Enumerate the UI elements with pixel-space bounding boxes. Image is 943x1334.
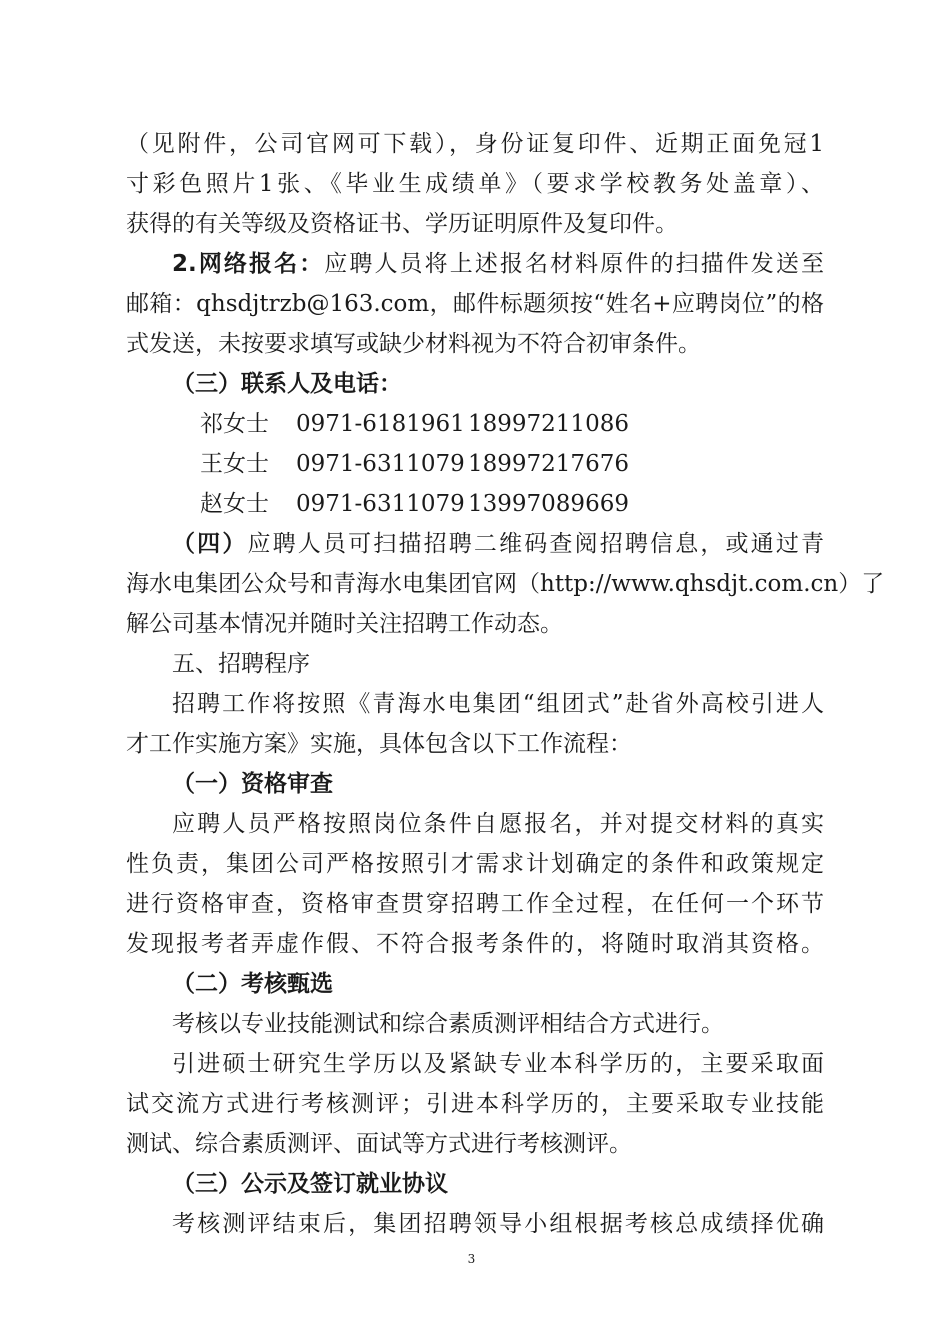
body-text: 发现报考者弄虚作假、不符合报考条件的，将随时取消其资格。 <box>126 931 824 957</box>
body-text: 应聘人员可扫描招聘二维码查阅招聘信息，或通过青 <box>247 531 825 557</box>
contact-mobile: 18997217676 <box>468 451 629 477</box>
body-text: 才工作实施方案》实施，具体包含以下工作流程： <box>126 731 632 757</box>
body-text: 招聘工作将按照《青海水电集团“组团式”赴省外高校引进人 <box>172 691 824 717</box>
heading-text: 五、招聘程序 <box>172 651 310 677</box>
text-line <box>126 724 824 764</box>
text-line <box>126 244 824 284</box>
text-line <box>126 884 824 924</box>
text-line <box>126 684 824 724</box>
body-text: 寸彩色照片1张、《毕业生成绩单》（要求学校教务处盖章）、 <box>126 171 824 197</box>
text-line <box>126 364 824 404</box>
text-line <box>126 564 885 604</box>
heading-text: 2.网络报名： <box>172 251 325 277</box>
heading-text: （二）考核甄选 <box>172 971 333 997</box>
text-line <box>126 804 824 844</box>
heading-text: （三）公示及签订就业协议 <box>172 1171 448 1197</box>
body-text: 考核测评结束后，集团招聘领导小组根据考核总成绩择优确 <box>172 1211 824 1237</box>
text-line <box>126 1084 824 1124</box>
contact-row <box>126 404 824 444</box>
text-line <box>126 1044 824 1084</box>
body-text: 测试、综合素质测评、面试等方式进行考核测评。 <box>126 1131 632 1157</box>
text-line <box>126 844 824 884</box>
text-line <box>126 324 824 364</box>
heading-text: （四） <box>172 531 248 557</box>
contact-row <box>126 484 824 524</box>
text-line <box>126 524 824 564</box>
heading-text: （三）联系人及电话： <box>172 371 402 397</box>
body-text: 试交流方式进行考核测评；引进本科学历的，主要采取专业技能 <box>126 1091 824 1117</box>
body-text: 应聘人员严格按照岗位条件自愿报名，并对提交材料的真实 <box>172 811 824 837</box>
contact-phone: 0971-6311079 <box>296 451 465 477</box>
body-text: 获得的有关等级及资格证书、学历证明原件及复印件。 <box>126 211 678 237</box>
body-text: 性负责，集团公司严格按照引才需求计划确定的条件和政策规定 <box>126 851 824 877</box>
body-text: 邮箱：qhsdjtrzb@163.com，邮件标题须按“姓名+应聘岗位”的格 <box>126 291 824 317</box>
page-number: 3 <box>467 1252 476 1266</box>
contact-name: 王女士 <box>200 451 269 477</box>
contact-mobile: 13997089669 <box>468 491 629 517</box>
heading-text: （一）资格审查 <box>172 771 333 797</box>
text-line <box>126 1004 824 1044</box>
body-text: 解公司基本情况并随时关注招聘工作动态。 <box>126 611 563 637</box>
contact-mobile: 18997211086 <box>468 411 629 437</box>
text-line <box>126 964 824 1004</box>
body-text: 应聘人员将上述报名材料原件的扫描件发送至 <box>324 251 824 277</box>
text-line <box>126 284 824 324</box>
text-line <box>126 604 824 644</box>
text-line <box>126 124 824 164</box>
contact-phone: 0971-6181961 <box>296 411 465 437</box>
body-text: 引进硕士研究生学历以及紧缺专业本科学历的，主要采取面 <box>172 1051 824 1077</box>
text-line <box>126 1204 824 1244</box>
contact-name: 赵女士 <box>200 491 269 517</box>
contact-row <box>126 444 824 484</box>
body-text: （见附件，公司官网可下载），身份证复印件、近期正面免冠1 <box>126 131 824 157</box>
body-text: 海水电集团公众号和青海水电集团官网（http://www.qhsdjt.com.cn）了 <box>126 571 885 597</box>
text-line <box>126 1124 824 1164</box>
text-line <box>126 204 824 244</box>
contact-phone: 0971-6311079 <box>296 491 465 517</box>
text-line <box>126 164 824 204</box>
body-text: 进行资格审查，资格审查贯穿招聘工作全过程，在任何一个环节 <box>126 891 824 917</box>
text-line <box>126 644 824 684</box>
contact-name: 祁女士 <box>200 411 269 437</box>
body-text: 考核以专业技能测试和综合素质测评相结合方式进行。 <box>172 1011 724 1037</box>
text-line <box>126 924 824 964</box>
document-body <box>126 124 885 1244</box>
body-text: 式发送，未按要求填写或缺少材料视为不符合初审条件。 <box>126 331 701 357</box>
text-line <box>126 1164 824 1204</box>
text-line <box>126 764 824 804</box>
